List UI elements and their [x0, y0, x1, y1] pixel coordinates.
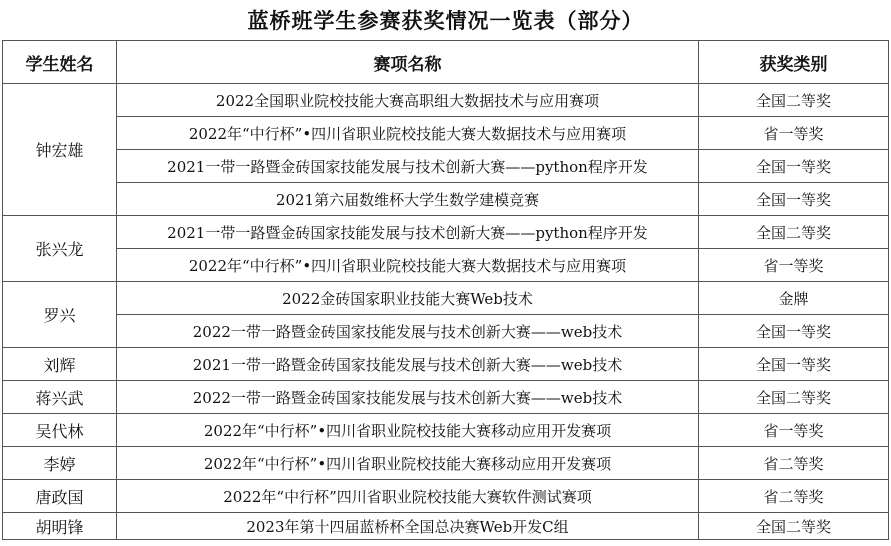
event-name: 2023年第十四届蓝桥杯全国总决赛Web开发C组	[117, 513, 699, 540]
event-name: 2022一带一路暨金砖国家技能发展与技术创新大赛——web技术	[117, 315, 699, 348]
table-row	[3, 447, 889, 480]
award-type: 全国二等奖	[699, 84, 889, 117]
table-row	[3, 150, 889, 183]
header-row	[3, 41, 889, 84]
award-type: 省二等奖	[699, 480, 889, 513]
event-name: 2022年“中行杯”四川省职业院校技能大赛软件测试赛项	[117, 480, 699, 513]
student-name: 钟宏雄	[3, 84, 117, 216]
table-row	[3, 480, 889, 513]
student-name: 张兴龙	[3, 216, 117, 282]
event-name: 2022年“中行杯”•四川省职业院校技能大赛移动应用开发赛项	[117, 414, 699, 447]
page-title: 蓝桥班学生参赛获奖情况一览表（部分）	[247, 9, 644, 33]
award-type: 省一等奖	[699, 414, 889, 447]
award-type: 省一等奖	[699, 249, 889, 282]
header-student-name: 学生姓名	[3, 41, 117, 84]
award-type: 全国一等奖	[699, 348, 889, 381]
table-row	[3, 84, 889, 117]
award-type: 全国二等奖	[699, 216, 889, 249]
event-name: 2021一带一路暨金砖国家技能发展与技术创新大赛——web技术	[117, 348, 699, 381]
event-name: 2021第六届数维杯大学生数学建模竞赛	[117, 183, 699, 216]
header-event-name: 赛项名称	[117, 41, 699, 84]
award-type: 省二等奖	[699, 447, 889, 480]
student-name: 蒋兴武	[3, 381, 117, 414]
student-name: 罗兴	[3, 282, 117, 348]
table-row	[3, 282, 889, 315]
table-row	[3, 513, 889, 540]
award-type: 全国二等奖	[699, 513, 889, 540]
event-name: 2021一带一路暨金砖国家技能发展与技术创新大赛——python程序开发	[117, 150, 699, 183]
table-row	[3, 117, 889, 150]
table-row	[3, 381, 889, 414]
table-row	[3, 414, 889, 447]
table-row	[3, 216, 889, 249]
event-name: 2021一带一路暨金砖国家技能发展与技术创新大赛——python程序开发	[117, 216, 699, 249]
event-name: 2022一带一路暨金砖国家技能发展与技术创新大赛——web技术	[117, 381, 699, 414]
event-name: 2022年“中行杯”•四川省职业院校技能大赛大数据技术与应用赛项	[117, 249, 699, 282]
award-type: 省一等奖	[699, 117, 889, 150]
student-name: 刘辉	[3, 348, 117, 381]
student-name: 胡明锋	[3, 513, 117, 540]
student-name: 李婷	[3, 447, 117, 480]
award-type: 全国二等奖	[699, 381, 889, 414]
award-type: 全国一等奖	[699, 183, 889, 216]
event-name: 2022年“中行杯”•四川省职业院校技能大赛移动应用开发赛项	[117, 447, 699, 480]
table-row	[3, 249, 889, 282]
student-name: 唐政国	[3, 480, 117, 513]
event-name: 2022全国职业院校技能大赛高职组大数据技术与应用赛项	[117, 84, 699, 117]
header-award-type: 获奖类别	[699, 41, 889, 84]
event-name: 2022年“中行杯”•四川省职业院校技能大赛大数据技术与应用赛项	[117, 117, 699, 150]
table-row	[3, 315, 889, 348]
award-type: 全国一等奖	[699, 315, 889, 348]
table-row	[3, 348, 889, 381]
student-name: 吴代林	[3, 414, 117, 447]
table-row	[3, 183, 889, 216]
award-table	[2, 40, 889, 540]
award-type: 全国一等奖	[699, 150, 889, 183]
event-name: 2022金砖国家职业技能大赛Web技术	[117, 282, 699, 315]
award-type: 金牌	[699, 282, 889, 315]
